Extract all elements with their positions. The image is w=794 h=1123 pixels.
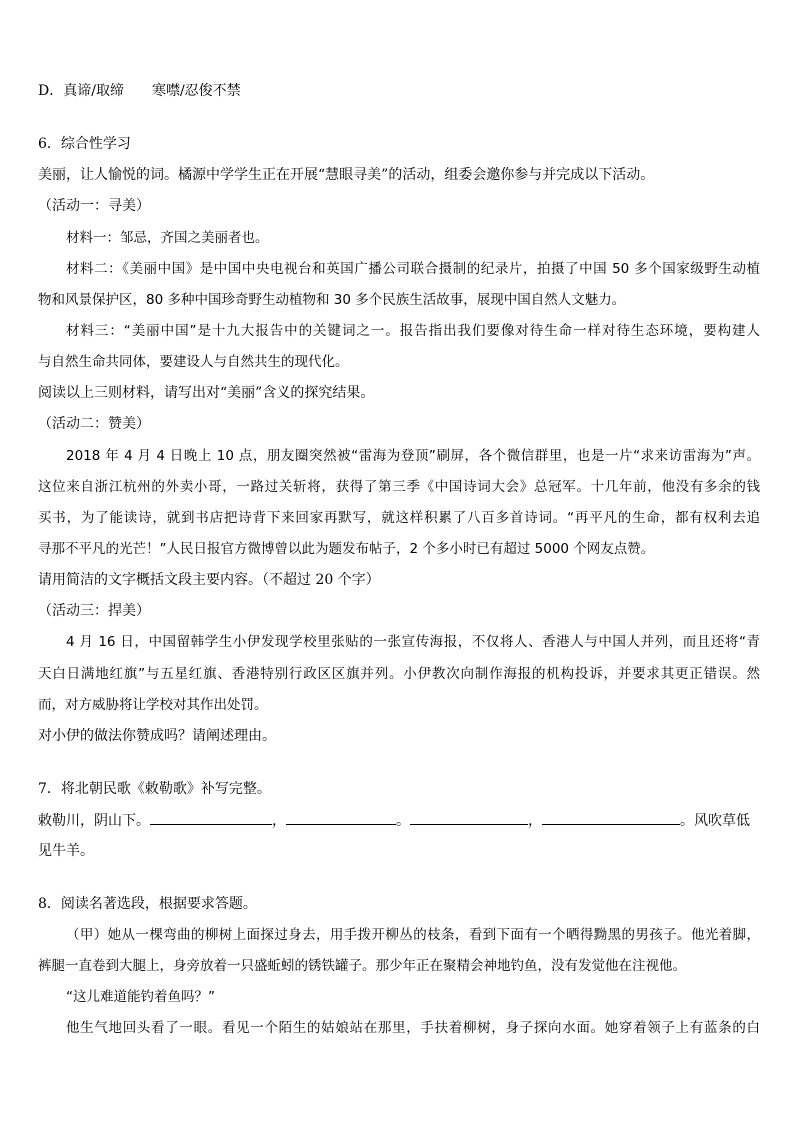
q7-title: 7．将北朝民歌《敕勒歌》补写完整。 (38, 781, 271, 797)
q7-end: 。风吹草低 (680, 813, 750, 829)
activity3-para-line1: 4 月 16 日，中国留韩学生小伊发现学校里张贴的一张宣传海报，不仅将人、香港人与中国人并列，而且还将“青 (66, 634, 760, 650)
activity3-para-line3: 而，对方威胁将让学校对其作出处罚。 (38, 697, 268, 713)
activity2-para-line2: 这位来自浙江杭州的外卖小哥，一路过关斩将，获得了第三季《中国诗词大会》总冠军。十几年前，他没有多余的钱 (38, 479, 760, 495)
q8-quote: “这儿难道能钓着鱼吗？” (66, 989, 215, 1005)
q6-intro: 美丽，让人愉悦的词。橘源中学学生正在开展“慧眼寻美”的活动，组委会邀你参与并完成以下活动。 (38, 167, 655, 183)
activity1-question: 阅读以上三则材料，请写出对“美丽”含义的探究结果。 (38, 385, 375, 401)
q8-para-line1: （甲）她从一棵弯曲的柳树上面探过身去，用手拨开柳丛的枝条，看到下面有一个晒得黝黑的男孩子。他光着脚， (66, 927, 760, 943)
material-2-line2: 物和风景保护区，80 多种中国珍奇野生动植物和 30 多个民族生活故事，展现中国自然人文魅力。 (38, 292, 626, 308)
activity2-title: （活动二：赞美） (38, 416, 150, 432)
activity2-para-line3: 买书，为了能读诗，就到书店把诗背下来回家再默写，就这样积累了八百多首诗词。“再平凡的生命，都有权利去追 (38, 510, 760, 526)
q8-para-line4: 他生气地回头看了一眼。看见一个陌生的姑娘站在那里，手扶着柳树，身子探向水面。她穿着领子上有蓝条的白 (66, 1020, 760, 1036)
q6-title: 6．综合性学习 (38, 136, 131, 152)
q7-start: 敕勒川，阴山下。 (38, 813, 150, 829)
q7-sep-1: ， (272, 813, 286, 829)
activity3-question: 对小伊的做法你赞成吗？请阐述理由。 (38, 728, 276, 744)
q7-blank-3[interactable] (410, 810, 528, 825)
q5-option-d: D．真谛/取缔 寒噤/忍俊不禁 (38, 83, 241, 99)
material-2-line1: 材料二：《美丽中国》是中国中央电视台和英国广播公司联合摄制的纪录片，拍摄了中国 50 多个国家级野生动植 (66, 261, 760, 277)
activity3-title: （活动三：捍美） (38, 603, 150, 619)
activity1-title: （活动一：寻美） (38, 198, 150, 214)
activity3-para-line2: 天白日满地红旗”与五星红旗、香港特别行政区区旗并列。小伊教次向制作海报的机构投诉，并要求其更正错误。然 (38, 666, 760, 682)
q8-title: 8．阅读名著选段，根据要求答题。 (38, 896, 257, 912)
q7-blank-2[interactable] (286, 810, 396, 825)
q7-sep-2: 。 (396, 813, 410, 829)
q7-fill-line (38, 810, 760, 831)
q7-end-line2: 见牛羊。 (38, 843, 94, 859)
q7-blank-1[interactable] (150, 810, 272, 825)
activity2-question: 请用简洁的文字概括文段主要内容。（不超过 20 个字） (38, 572, 380, 588)
q7-sep-3: ， (528, 813, 542, 829)
material-3-line2: 与自然生命共同体，要建设人与自然共生的现代化。 (38, 354, 349, 370)
material-3-line1: 材料三：“美丽中国”是十九大报告中的关键词之一。报告指出我们要像对待生命一样对待生态环境，要构建人 (66, 323, 760, 339)
activity2-para-line4: 寻那不平凡的光芒！”人民日报官方微博曾以此为题发布帖子，2 个多小时已有超过 5000 个网友点赞。 (38, 541, 655, 557)
q7-blank-4[interactable] (542, 810, 680, 825)
q8-para-line2: 裤腿一直卷到大腿上，身旁放着一只盛蚯蚓的锈铁罐子。那少年正在聚精会神地钓鱼，没有发觉他在注视他。 (38, 958, 686, 974)
activity2-para-line1: 2018 年 4 月 4 日晚上 10 点，朋友圈突然被“雷海为登顶”刷屏，各个微信群里，也是一片“求来访雷海为”声。 (66, 448, 760, 464)
material-1: 材料一：邹忌，齐国之美丽者也。 (66, 230, 269, 246)
